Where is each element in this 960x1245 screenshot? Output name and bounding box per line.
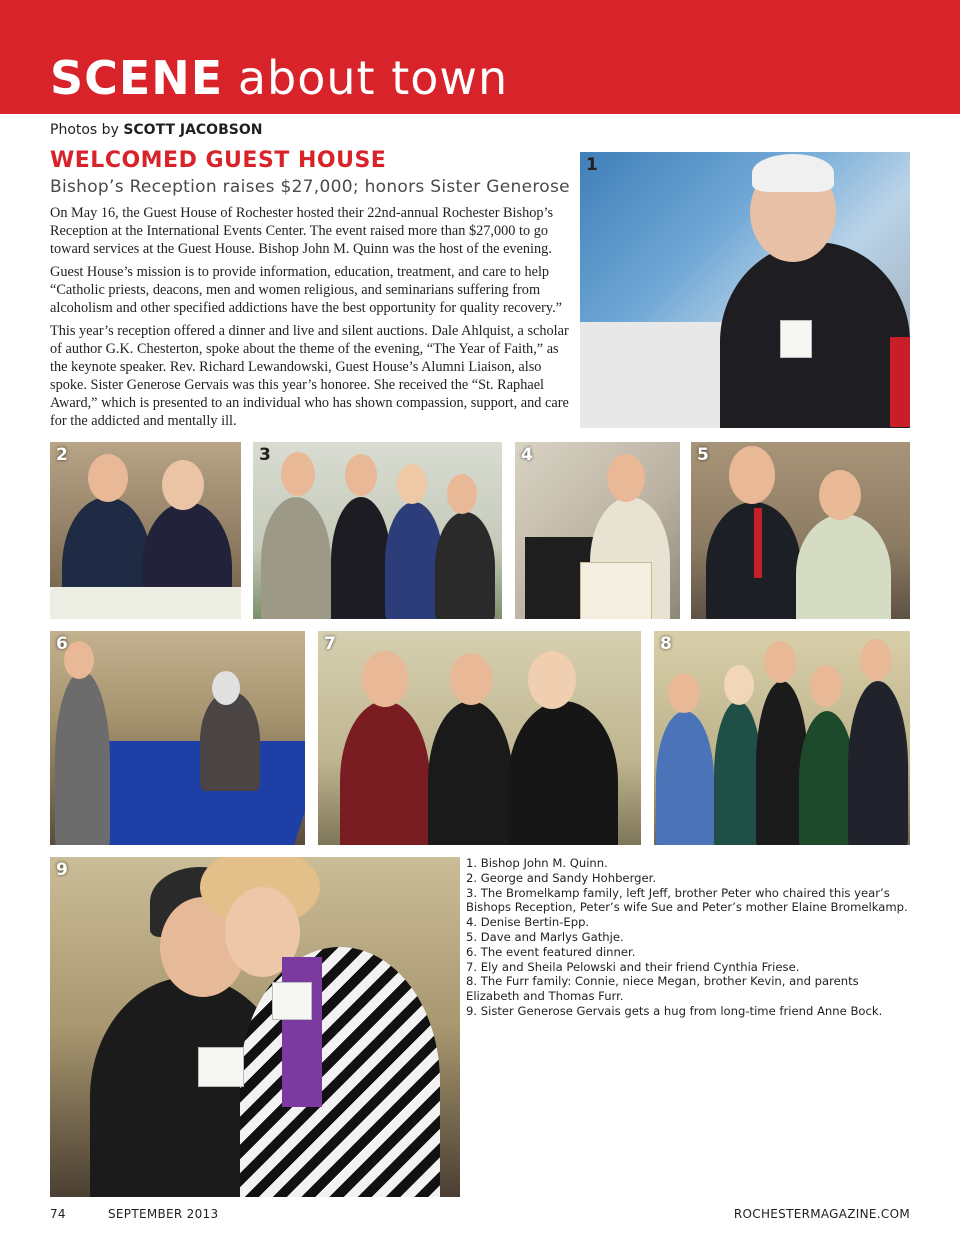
photo-number: 1	[586, 155, 598, 175]
website-link[interactable]: ROCHESTERMAGAZINE.COM	[733, 1207, 910, 1221]
caption: 1. Bishop John M. Quinn.	[466, 856, 608, 870]
person-face	[397, 464, 427, 504]
section-title-light: about town	[237, 51, 509, 105]
issue-date: SEPTEMBER 2013	[108, 1207, 219, 1221]
name-tag	[780, 320, 812, 358]
bishop-hair	[752, 154, 834, 192]
photo-number: 5	[697, 445, 709, 465]
person-figure	[799, 711, 855, 845]
person-face	[810, 665, 842, 707]
photo-9-hug	[50, 857, 460, 1197]
woman-face	[528, 651, 576, 709]
article-subhead: Bishop’s Reception raises $27,000; honors Sister Generose	[50, 177, 570, 197]
article-body	[50, 204, 570, 435]
name-tag	[198, 1047, 244, 1087]
person-face	[281, 452, 315, 496]
friend-figure	[240, 947, 440, 1197]
photo-number: 2	[56, 445, 68, 465]
guest-face	[64, 641, 94, 679]
caption: 5. Dave and Marlys Gathje.	[466, 929, 624, 944]
person-face	[447, 474, 477, 514]
article-headline: WELCOMED GUEST HOUSE	[50, 148, 387, 173]
man-face	[88, 454, 128, 502]
section-title-bold: SCENE	[50, 51, 224, 105]
caption: 4. Denise Bertin-Epp.	[466, 915, 590, 930]
section-title	[50, 50, 508, 106]
person-figure	[435, 512, 495, 619]
article-paragraph: On May 16, the Guest House of Rochester hosted their 22nd-annual Rochester Bishop’s Reception at the International Events Center. The event raised more than $27,000 to go toward services at the Guest House. Bishop John M. Quinn was the host of the evening.	[50, 205, 554, 257]
bishop-figure	[720, 242, 910, 428]
caption: 3. The Bromelkamp family, left Jeff, brother Peter who chaired this year’s Bishops Reception, Peter’s wife Sue and Peter’s mother Elaine Bromelkamp.	[466, 885, 908, 915]
photo-3-family	[253, 442, 502, 619]
section-banner	[0, 0, 960, 114]
photo-credit	[50, 122, 262, 138]
photo-7-friends	[318, 631, 641, 845]
necktie	[754, 508, 762, 578]
photo-number: 3	[259, 445, 271, 465]
photo-2-couple	[50, 442, 241, 619]
photo-6-buffet	[50, 631, 305, 845]
name-tag	[272, 982, 312, 1020]
person-figure	[656, 711, 714, 845]
photo-number: 6	[56, 634, 68, 654]
person-figure	[331, 497, 391, 619]
photo-number: 7	[324, 634, 336, 654]
photo-number: 4	[521, 445, 533, 465]
podium	[580, 322, 730, 428]
caption: 9. Sister Generose Gervais gets a hug from long-time friend Anne Bock.	[466, 1003, 883, 1018]
woman-face	[450, 653, 492, 705]
person-face	[860, 639, 892, 681]
caption: 7. Ely and Sheila Pelowski and their friend Cynthia Friese.	[466, 959, 800, 974]
guest-figure	[200, 691, 260, 791]
person-figure	[261, 497, 331, 619]
photo-captions	[466, 856, 911, 1019]
guest-face	[212, 671, 240, 705]
flag	[890, 337, 910, 427]
woman-figure	[508, 701, 618, 845]
man-face	[362, 651, 408, 707]
woman-face	[162, 460, 204, 510]
photographer-name: SCOTT JACOBSON	[123, 122, 263, 138]
article-paragraph: Guest House’s mission is to provide information, education, treatment, and care to help “Catholic priests, deacons, men and women religious, and seminarians suffering from alcoholism and other specified addictions have the best opportunity for quality recovery.”	[50, 264, 563, 316]
caption: 6. The event featured dinner.	[466, 944, 636, 959]
speaker-face	[607, 454, 645, 502]
gift-bag	[580, 562, 652, 619]
man-face	[729, 446, 775, 504]
article-paragraph: This year’s reception offered a dinner and live and silent auctions. Dale Ahlquist, a scholar of author G.K. Chesterton, spoke about the theme of the evening, “The Year of Faith,” as the keynote speaker. Rev. Richard Lewandowski, Guest House’s Alumni Liaison, also spoke. Sister Generose Gervais was this year’s honoree. She received the “St. Raphael Award,” which is presented to an individual who has shown compassion, support, and care for the addicted and mentally ill.	[50, 323, 569, 429]
woman-figure	[796, 514, 891, 619]
purple-scarf	[282, 957, 322, 1107]
person-figure	[714, 701, 762, 845]
photo-credit-prefix: Photos by	[50, 122, 119, 138]
caption: 2. George and Sandy Hohberger.	[466, 870, 657, 885]
photo-number: 9	[56, 860, 68, 880]
woman-face	[819, 470, 861, 520]
page-number: 74	[50, 1207, 66, 1221]
photo-number: 8	[660, 634, 672, 654]
photo-1-bishop	[580, 152, 910, 428]
man-figure	[340, 701, 430, 845]
person-face	[724, 665, 754, 705]
woman-figure	[428, 701, 513, 845]
photo-8-family	[654, 631, 910, 845]
person-face	[764, 641, 796, 683]
person-face	[345, 454, 377, 496]
person-face	[668, 673, 700, 713]
photo-4-speaker	[515, 442, 680, 619]
guest-figure	[55, 671, 110, 845]
person-figure	[848, 681, 908, 845]
photo-5-couple	[691, 442, 910, 619]
caption: 8. The Furr family: Connie, niece Megan, brother Kevin, and parents Elizabeth and Thomas Furr.	[466, 974, 859, 1004]
table	[50, 587, 241, 619]
